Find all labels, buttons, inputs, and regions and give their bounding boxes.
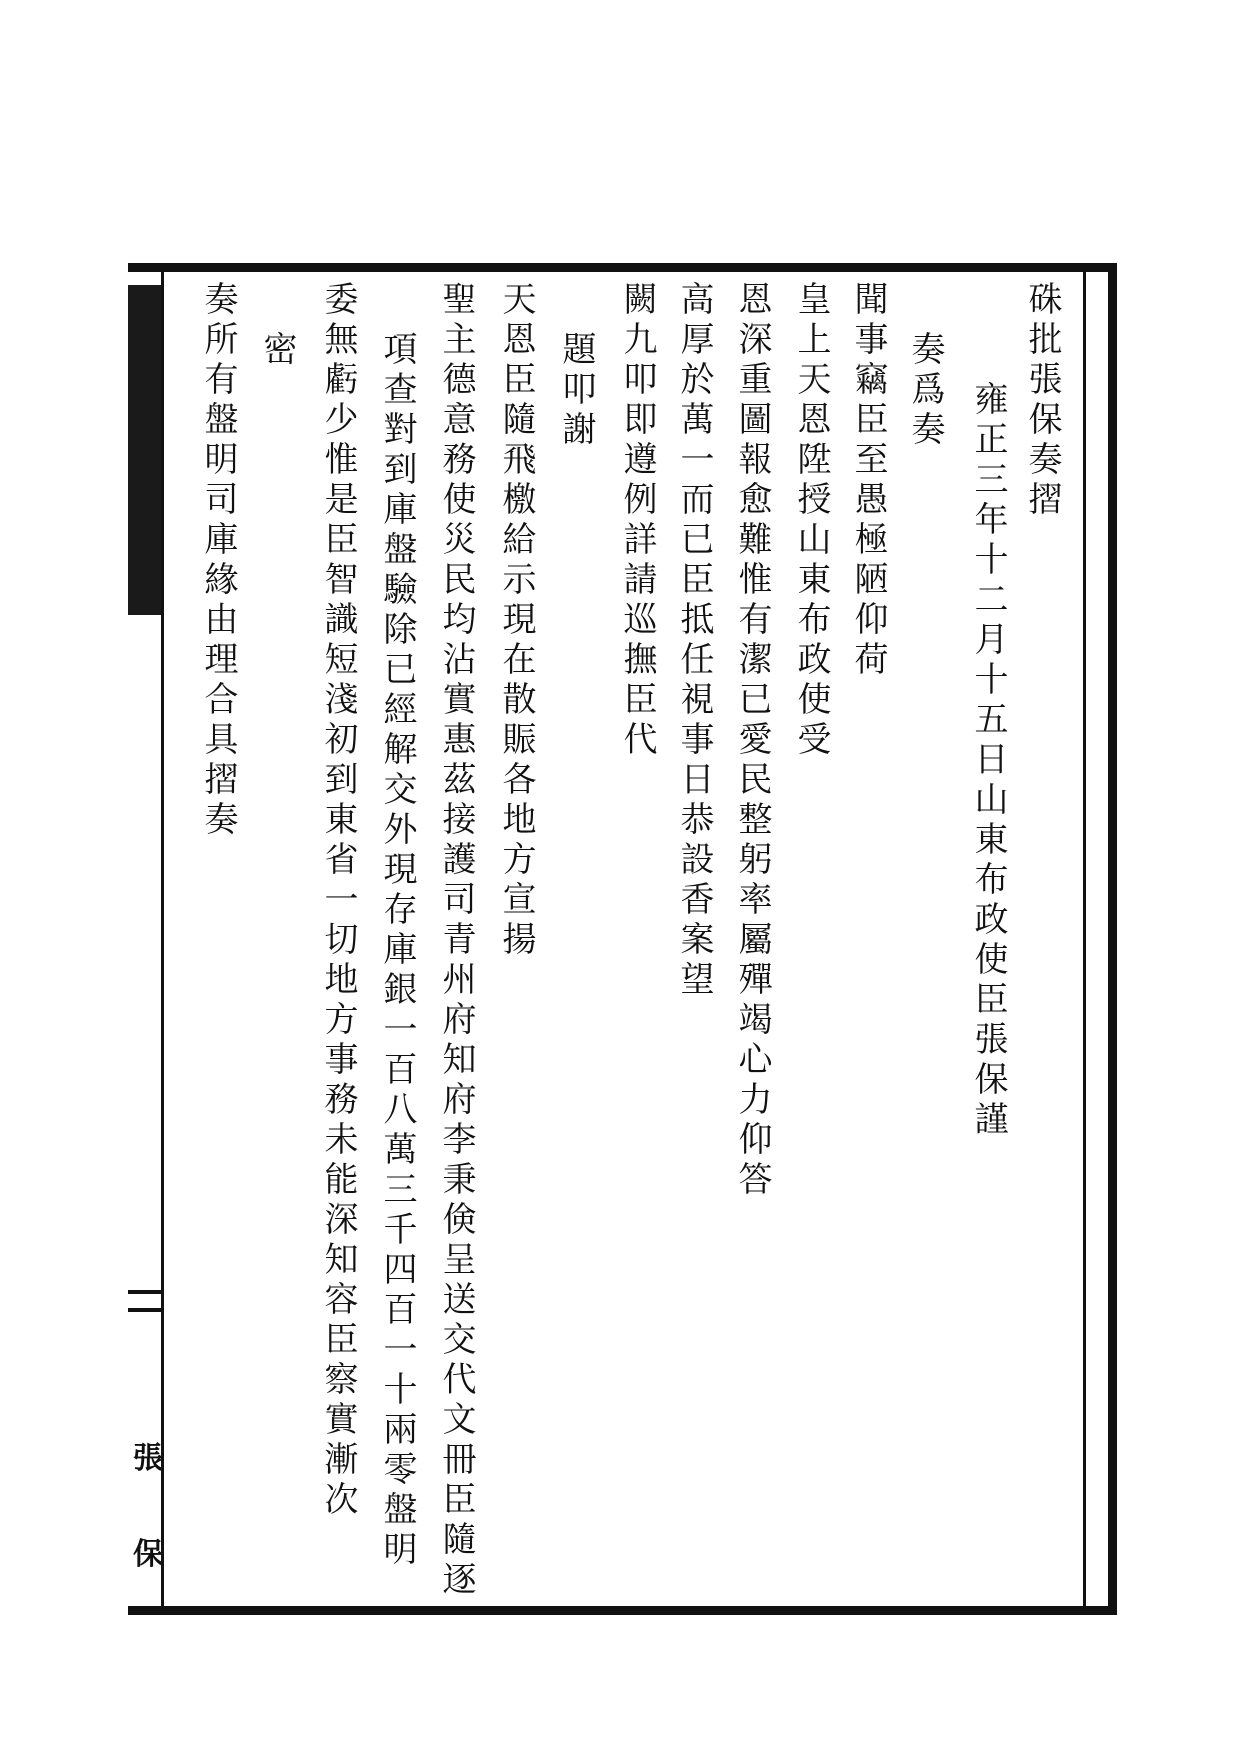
- text-column: 密: [257, 331, 297, 371]
- text-column: 奏所有盤明司庫緣由理合具摺奏: [198, 281, 238, 841]
- text-column: 天恩臣隨飛檄給示現在散賑各地方宣揚: [496, 281, 536, 961]
- text-column: 委無虧少惟是臣智識短淺初到東省一切地方事務未能深知容臣察實漸次: [318, 281, 358, 1521]
- text-column: 項查對到庫盤驗除已經解交外現存庫銀一百八萬三千四百一十兩零盤明: [377, 331, 417, 1571]
- text-column: 恩深重圖報愈難惟有潔已愛民整躬率屬殫竭心力仰答: [732, 281, 772, 1201]
- fold-divider-line: [161, 272, 164, 1606]
- text-column-title: 硃批張保奏摺: [1022, 281, 1062, 521]
- text-column: 聞事竊臣至愚極陋仰荷: [848, 281, 888, 681]
- fold-name-char-2: 保: [133, 1537, 163, 1572]
- fold-name-char-1: 張: [133, 1441, 163, 1476]
- fold-black-block: [128, 285, 161, 615]
- text-column: 雍正三年十二月十五日山東布政使臣張保謹: [968, 381, 1008, 1141]
- text-column: 闕九叩即遵例詳請巡撫臣代: [617, 281, 657, 761]
- fold-fish-tail-mark: [128, 1290, 161, 1312]
- text-column: 聖主德意務使災民均沾實惠茲接護司青州府知府李秉倹呈送交代文冊臣隨逐: [436, 281, 476, 1601]
- text-column: 奏爲奏: [905, 331, 945, 451]
- text-column: 皇上天恩陞授山東布政使受: [791, 281, 831, 761]
- text-column: 高厚於萬一而已臣抵任視事日恭設香案望: [674, 281, 714, 1001]
- text-column: 題叩謝: [556, 331, 596, 451]
- frame-inner-rule: [1083, 272, 1086, 1606]
